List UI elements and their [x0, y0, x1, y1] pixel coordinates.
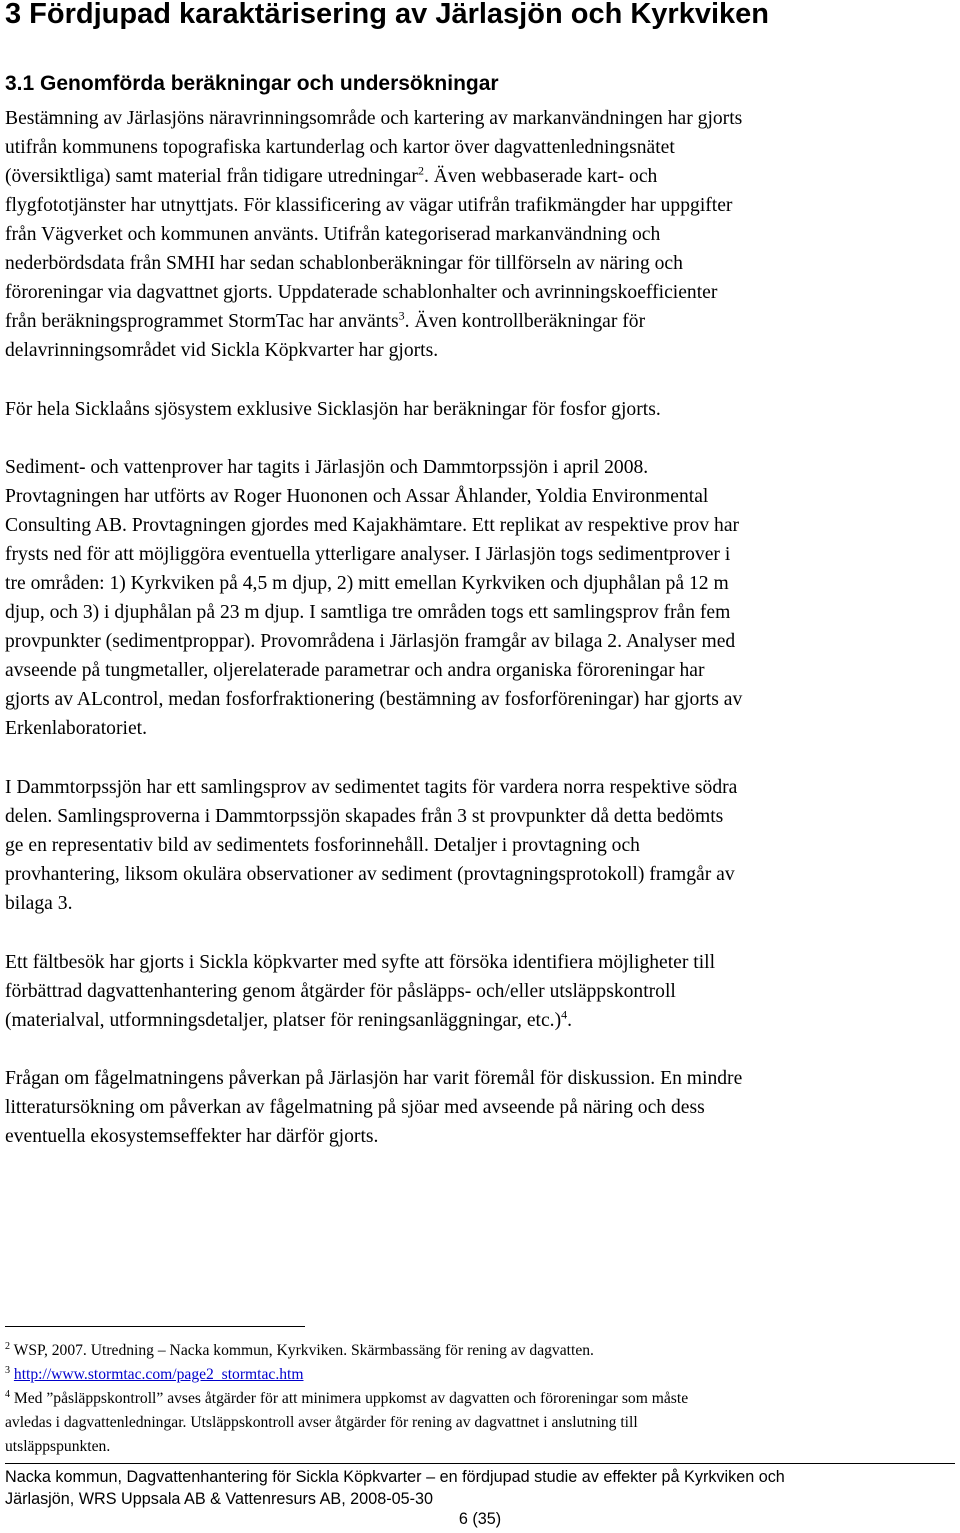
text-line: djup, och 3) i djuphålan på 23 m djup. I samtliga tre områden togs ett samlingsprov från fem — [5, 602, 731, 623]
footnote-number: 3 — [5, 1364, 10, 1376]
footnote-4-line: avledas i dagvattenledningar. Utsläppskontroll avser åtgärder för rening av dagvattnet i anslutning till — [5, 1414, 638, 1431]
page-footer — [5, 1463, 955, 1510]
text-line: Consulting AB. Provtagningen gjordes med Kajakhämtare. Ett replikat av respektive prov har — [5, 515, 740, 536]
text-line: Ett fältbesök har gjorts i Sickla köpkvarter med syfte att försöka identifiera möjligheter till — [5, 952, 716, 973]
footnote-2 — [5, 1339, 953, 1363]
paragraph-field-visit — [5, 948, 953, 1035]
footer-line: Nacka kommun, Dagvattenhantering för Sickla Köpkvarter – en fördjupad studie av effekter på Kyrkviken och — [5, 1468, 785, 1486]
footnote-4 — [5, 1387, 953, 1411]
paragraph-phosphorus — [5, 395, 953, 424]
text-line — [5, 162, 953, 191]
footnotes — [5, 1339, 953, 1459]
footer-line: Järlasjön, WRS Uppsala AB & Vattenresurs AB, 2008-05-30 — [5, 1490, 433, 1508]
text-run: . Även kontrollberäkningar för — [404, 311, 646, 332]
text-line: Bestämning av Järlasjöns näravrinningsområde och kartering av markanvändningen har gjorts — [5, 108, 743, 129]
text-line — [5, 307, 953, 336]
section-heading: 3 Fördjupad karaktärisering av Järlasjön och Kyrkviken — [5, 0, 769, 30]
text-line — [5, 1006, 953, 1035]
footnote-text: WSP, 2007. Utredning – Nacka kommun, Kyrkviken. Skärmbassäng för rening av dagvatten. — [10, 1342, 594, 1359]
text-line: delavrinningsområdet vid Sickla Köpkvarter har gjorts. — [5, 340, 439, 361]
text-line: provhantering, liksom okulära observationer av sediment (provtagningsprotokoll) framgår av — [5, 864, 735, 885]
text-line: nederbördsdata från SMHI har sedan schablonberäkningar för tillförseln av näring och — [5, 253, 683, 274]
subsection-heading: 3.1 Genomförda beräkningar och undersökningar — [5, 72, 499, 95]
text-line: utifrån kommunens topografiska kartunderlag och kartor över dagvattenledningsnätet — [5, 137, 675, 158]
page-number: 6 (35) — [458, 1510, 502, 1528]
paragraph-method — [5, 104, 953, 365]
text-run: . — [567, 1010, 573, 1031]
text-line: tre områden: 1) Kyrkviken på 4,5 m djup, 2) mitt emellan Kyrkviken och djuphålan på 12 m — [5, 573, 729, 594]
text-run: (översiktliga) samt material från tidigare utredningar — [5, 166, 418, 187]
paragraph-dammtorpssjon — [5, 773, 953, 918]
text-line: frysts ned för att möjliggöra eventuella ytterligare analyser. I Järlasjön togs sedimentprover i — [5, 544, 731, 565]
text-line: Provtagningen har utförts av Roger Huononen och Assar Åhlander, Yoldia Environmental — [5, 486, 709, 507]
text-line: bilaga 3. — [5, 893, 73, 914]
text-line: I Dammtorpssjön har ett samlingsprov av sedimentet tagits för vardera norra respektive södra — [5, 777, 738, 798]
text-line: Frågan om fågelmatningens påverkan på Järlasjön har varit föremål för diskussion. En mindre — [5, 1068, 743, 1089]
text-run: från beräkningsprogrammet StormTac har använts — [5, 311, 399, 332]
footnote-divider — [5, 1326, 305, 1327]
stormtac-link[interactable]: http://www.stormtac.com/page2_stormtac.htm — [13, 1366, 304, 1383]
text-line: föroreningar via dagvattnet gjorts. Uppdaterade schablonhalter och avrinningskoefficienter — [5, 282, 718, 303]
text-line: gjorts av ALcontrol, medan fosforfraktionering (bestämning av fosforföreningar) har gjorts av — [5, 689, 743, 710]
text-line: flygfototjänster har utnyttjats. För klassificering av vägar utifrån trafikmängder har uppgifter — [5, 195, 733, 216]
text-line: Sediment- och vattenprover har tagits i Järlasjön och Dammtorpssjön i april 2008. — [5, 457, 649, 478]
text-line: avseende på tungmetaller, oljerelaterade parametrar och andra organiska föroreningar har — [5, 660, 705, 681]
text-line: från Vägverket och kommunen använts. Utifrån kategoriserad markanvändning och — [5, 224, 661, 245]
footnote-ref[interactable]: 2 — [417, 163, 424, 178]
text-line: För hela Sicklaåns sjösystem exklusive Sicklasjön har beräkningar för fosfor gjorts. — [5, 399, 661, 420]
text-line: förbättrad dagvattenhantering genom åtgärder för påsläpps- och/eller utsläppskontroll — [5, 981, 676, 1002]
footnote-number: 2 — [5, 1340, 10, 1352]
paragraph-bird-feeding — [5, 1064, 953, 1151]
text-line: eventuella ekosystemseffekter har därför gjorts. — [5, 1126, 379, 1147]
paragraph-sampling — [5, 453, 953, 743]
text-line: litteratursökning om påverkan av fågelmatning på sjöar med avseende på näring och dess — [5, 1097, 705, 1118]
footnote-text: Med ”påsläppskontroll” avses åtgärder för att minimera uppkomst av dagvatten och föroreningar som måste — [10, 1390, 689, 1407]
footnote-number: 4 — [5, 1388, 10, 1400]
text-run: (materialval, utformningsdetaljer, platser för reningsanläggningar, etc.) — [5, 1010, 562, 1031]
footnote-4-line: utsläppspunkten. — [5, 1438, 111, 1455]
text-line: delen. Samlingsproverna i Dammtorpssjön skapades från 3 st provpunkter då detta bedömts — [5, 806, 724, 827]
text-run: . Även webbaserade kart- och — [423, 166, 658, 187]
text-line: ge en representativ bild av sedimentets fosforinnehåll. Detaljer i provtagning och — [5, 835, 640, 856]
footnote-3 — [5, 1363, 953, 1387]
text-line: provpunkter (sedimentproppar). Provområdena i Järlasjön framgår av bilaga 2. Analyser med — [5, 631, 736, 652]
text-line: Erkenlaboratoriet. — [5, 718, 147, 739]
footnote-ref[interactable]: 3 — [398, 308, 405, 323]
footnote-ref[interactable]: 4 — [561, 1007, 568, 1022]
